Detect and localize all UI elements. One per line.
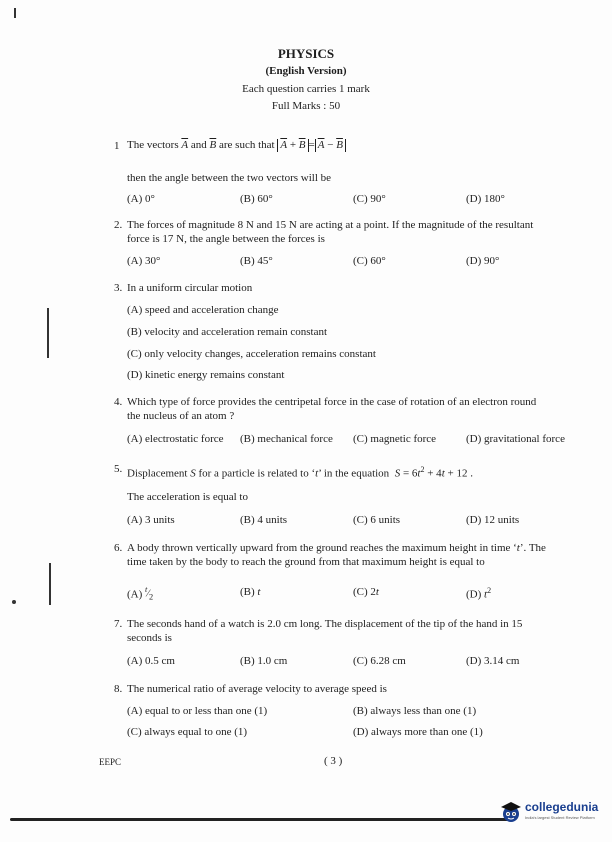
question-text-line: A body thrown vertically upward from the ground reaches the maximum height in time ‘t’. The — [127, 542, 546, 554]
question-text-line: The acceleration is equal to — [127, 491, 248, 503]
question-text-line: Which type of force provides the centripetal force in the case of rotation of an electron round — [127, 396, 537, 408]
option-c: (C) magnetic force — [353, 433, 437, 445]
full-marks: Full Marks : 50 — [271, 100, 341, 112]
graduate-mascot-icon — [499, 800, 523, 824]
scan-edge-line — [10, 818, 510, 821]
option-a: (A) $^t⁄_2$ — [127, 585, 154, 602]
option-c: (C) always equal to one (1) — [127, 726, 248, 738]
option-a: (A) 3 units — [127, 514, 175, 526]
question-text-line: The seconds hand of a watch is 2.0 cm long. The displacement of the tip of the hand in 15 — [127, 618, 523, 630]
brand-name: collegedunia — [525, 800, 599, 814]
question-number: 2. — [114, 219, 123, 231]
question-number: 8. — [114, 683, 123, 695]
option-c: (C) 2t — [353, 586, 379, 598]
question-text-line: The numerical ratio of average velocity to average speed is — [127, 683, 387, 695]
option-a: (A) equal to or less than one (1) — [127, 705, 268, 717]
option-d: (D) gravitational force — [466, 433, 565, 445]
question-text-line: then the angle between the two vectors will be — [127, 172, 332, 184]
scan-mark — [14, 8, 16, 18]
option-b: (B) t — [240, 586, 261, 598]
binding-mark — [47, 308, 49, 358]
page-subtitle: (English Version) — [265, 65, 347, 77]
option-c: (C) 90° — [353, 193, 386, 205]
question-number: 3. — [114, 282, 123, 294]
page-title: PHYSICS — [277, 46, 335, 61]
brand-tagline: India's largest Student Review Platform — [525, 815, 595, 820]
option-c: (C) 6 units — [353, 514, 401, 526]
option-b: (B) always less than one (1) — [353, 705, 477, 717]
option-d: (D) $t^2$ — [466, 586, 492, 601]
question-number: 6. — [114, 542, 123, 554]
binding-mark — [49, 563, 51, 605]
question-number: 5. — [114, 463, 123, 475]
option-c: (C) only velocity changes, acceleration remains constant — [127, 348, 376, 360]
option-d: (D) 180° — [466, 193, 505, 205]
option-d: (D) kinetic energy remains constant — [127, 369, 285, 381]
option-d: (D) 12 units — [466, 514, 520, 526]
marks-note: Each question carries 1 mark — [242, 83, 370, 95]
question-text-line: Displacement S for a particle is related to ‘t’ in the equation $S = 6t^2 + 4t + 12$ . — [127, 465, 473, 480]
option-a: (A) speed and acceleration change — [127, 304, 279, 316]
option-b: (B) 4 units — [240, 514, 288, 526]
question-text-line: In a uniform circular motion — [127, 282, 253, 294]
question-number: 4. — [114, 396, 123, 408]
option-a: (A) 0.5 cm — [127, 655, 175, 667]
option-c: (C) 6.28 cm — [353, 655, 406, 667]
page-number: ( 3 ) — [324, 755, 343, 767]
hole-punch-dot — [12, 600, 16, 604]
question-text-line: The forces of magnitude 8 N and 15 N are acting at a point. If the magnitude of the resultant — [127, 219, 534, 231]
question-text: The vectors $\overline{A}$ and $\overline{B}$ are such that $\overline{A} + \overline{B} = \overline{A} - \overline{B}$ — [127, 139, 346, 152]
option-d: (D) 3.14 cm — [466, 655, 520, 667]
option-b: (B) 1.0 cm — [240, 655, 288, 667]
option-a: (A) electrostatic force — [127, 433, 224, 445]
paper-code: EEPC — [99, 757, 122, 767]
option-a: (A) 30° — [127, 255, 161, 267]
collegedunia-logo — [499, 798, 603, 826]
question-text-line: force is 17 N, the angle between the forces is — [127, 233, 325, 245]
option-c: (C) 60° — [353, 255, 386, 267]
question-number: 1 — [114, 140, 120, 152]
question-number: 7. — [114, 618, 123, 630]
question-text-line: the nucleus of an atom ? — [127, 410, 235, 422]
question-text-line: seconds is — [127, 632, 172, 644]
option-b: (B) 60° — [240, 193, 273, 205]
option-b: (B) mechanical force — [240, 433, 333, 445]
option-d: (D) always more than one (1) — [353, 726, 483, 738]
question-text-line: time taken by the body to reach the ground from that maximum height is equal to — [127, 556, 485, 568]
option-d: (D) 90° — [466, 255, 500, 267]
option-a: (A) 0° — [127, 193, 155, 205]
option-b: (B) 45° — [240, 255, 273, 267]
magnitude-expression: $\overline{A} + \overline{B}$ — [277, 139, 308, 152]
equation: S — [394, 467, 401, 480]
option-b: (B) velocity and acceleration remain constant — [127, 326, 328, 338]
